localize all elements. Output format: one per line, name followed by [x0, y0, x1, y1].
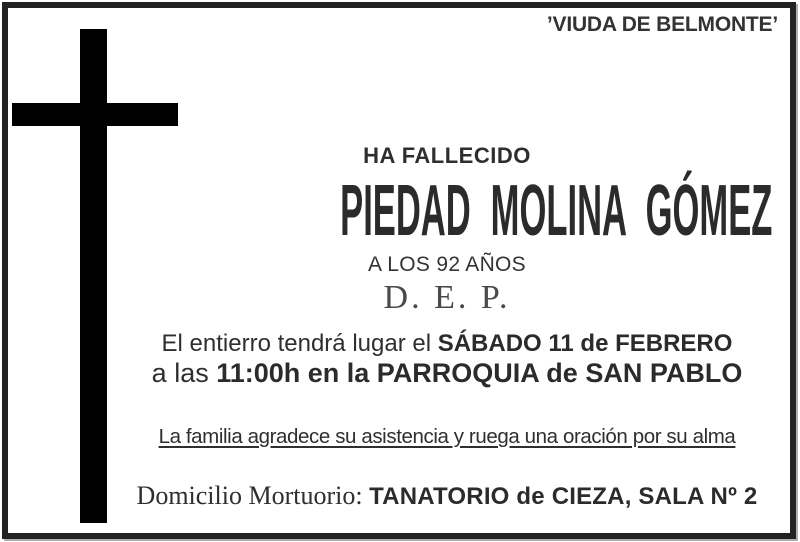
mortuary-value: TANATORIO de CIEZA, SALA Nº 2: [369, 483, 758, 510]
funeral-date: SÁBADO 11 de FEBRERO: [437, 330, 733, 357]
funeral-place-line: [106, 358, 788, 388]
widow-of-belmonte-note: ’VIUDA DE BELMONTE’: [546, 13, 778, 36]
funeral-time-intro: a las: [151, 358, 217, 388]
mortuary-line: [106, 481, 788, 511]
funeral-time-place: 11:00h en la PARROQUIA de SAN PABLO: [216, 358, 743, 388]
mortuary-label: Domicilio Mortuorio:: [136, 481, 370, 510]
announcement-line: HA FALLECIDO: [363, 143, 531, 168]
age-line: A LOS 92 AÑOS: [368, 253, 526, 276]
deceased-name: PIEDAD MOLINA GÓMEZ: [340, 171, 773, 251]
funeral-date-intro: El entierro tendrá lugar el: [161, 330, 438, 357]
funeral-date-line: [106, 330, 788, 358]
rip-abbreviation: D. E. P.: [383, 279, 511, 316]
notice-body: [106, 0, 788, 542]
family-thanks-line: La familia agradece su asistencia y ruega una oración por su alma: [158, 425, 736, 448]
